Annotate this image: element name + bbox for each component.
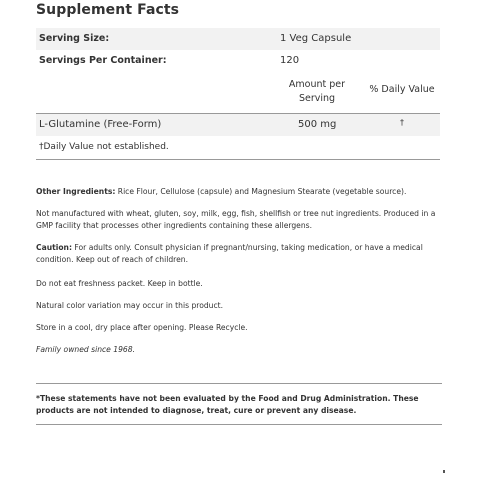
table-header-row — [36, 72, 440, 114]
corner-mark — [443, 470, 445, 473]
ingredient-row — [36, 114, 440, 136]
serving-size-row — [36, 28, 440, 50]
servings-per-container-row — [36, 50, 440, 72]
serving-size-label: Serving Size: — [39, 33, 110, 44]
daily-value-header: % Daily Value — [369, 84, 435, 95]
serving-size-value: 1 Veg Capsule — [280, 33, 352, 44]
color-variation-statement: Natural color variation may occur in this product. — [36, 301, 224, 310]
caution-label: Caution: — [36, 243, 72, 252]
ingredient-daily-value: † — [400, 118, 404, 127]
footnote-row — [36, 136, 440, 160]
amount-header-line1: Amount per — [288, 79, 346, 90]
ingredient-amount: 500 mg — [298, 119, 337, 130]
ingredient-name: L-Glutamine (Free-Form) — [39, 119, 162, 130]
other-ingredients-label: Other Ingredients: — [36, 187, 116, 196]
amount-header-line2: Serving — [298, 93, 336, 104]
daily-value-footnote: †Daily Value not established. — [39, 142, 169, 152]
amount-per-serving-header — [280, 78, 354, 106]
caution-text: For adults only. Consult physician if pregnant/nursing, taking medication, or have a medical condition. Keep out of reach of children. — [36, 243, 423, 264]
supplement-facts-table — [36, 28, 440, 160]
page-title: Supplement Facts — [36, 2, 180, 18]
other-ingredients-text: Rice Flour, Cellulose (capsule) and Magnesium Stearate (vegetable source). — [115, 187, 407, 196]
fda-disclaimer-box — [36, 383, 442, 425]
allergen-statement: Not manufactured with wheat, gluten, soy, milk, egg, fish, shellfish or tree nut ingredients. Produced in a GMP facility that processes other ingredients containing these allergens. — [36, 209, 436, 230]
other-ingredients — [36, 186, 442, 198]
freshness-statement: Do not eat freshness packet. Keep in bottle. — [36, 279, 203, 288]
caution-statement — [36, 242, 442, 265]
servings-per-container-label: Servings Per Container: — [39, 55, 167, 66]
servings-per-container-value: 120 — [280, 55, 300, 66]
fda-disclaimer: *These statements have not been evaluated by the Food and Drug Administration. These products are not intended to diagnose, treat, cure or prevent any disease. — [36, 394, 419, 415]
storage-statement: Store in a cool, dry place after opening. Please Recycle. — [36, 323, 248, 332]
family-owned-statement: Family owned since 1968. — [36, 345, 136, 354]
